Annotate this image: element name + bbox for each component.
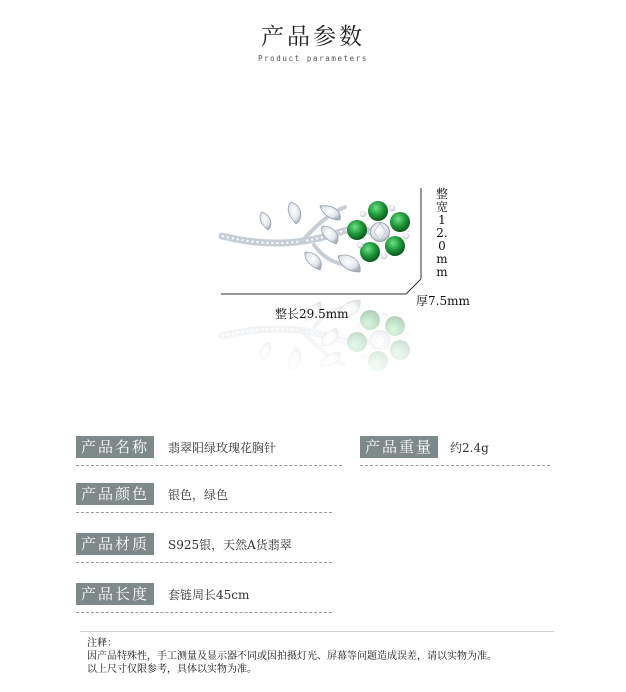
divider — [76, 562, 332, 563]
page-title: 产品参数 — [261, 24, 365, 50]
spec-color-label: 产品颜色 — [76, 483, 154, 505]
spec-color-row — [76, 483, 332, 509]
spec-weight-label: 产品重量 — [360, 436, 438, 458]
spec-weight-row — [360, 436, 550, 462]
notes-section — [87, 637, 497, 676]
page-subtitle: Product parameters — [257, 54, 369, 63]
notes-divider — [80, 631, 554, 632]
spec-name-label: 产品名称 — [76, 436, 154, 458]
spec-name-row — [76, 436, 342, 462]
spec-length-value: 套链周长45cm — [168, 588, 250, 602]
height-dimension-label: 整宽12.0mm — [435, 187, 448, 279]
spec-length-label: 产品长度 — [76, 583, 154, 605]
divider — [360, 465, 550, 466]
length-dimension-label: 整长29.5mm — [275, 307, 349, 321]
divider — [76, 465, 342, 466]
spec-weight-value: 约2.4g — [450, 441, 489, 455]
notes-heading: 注释： — [87, 638, 117, 649]
spec-color-value: 银色，绿色 — [168, 488, 229, 502]
thickness-dimension-label: 厚7.5mm — [416, 294, 470, 308]
divider — [76, 612, 332, 613]
spec-material-row — [76, 533, 332, 559]
spec-material-value: S925银，天然A货翡翠 — [168, 538, 292, 552]
divider — [76, 512, 332, 513]
spec-name-value: 翡翠阳绿玫瑰花胸针 — [168, 441, 277, 455]
notes-line-1: 因产品特殊性，手工测量及显示器不同或因拍摄灯光、屏幕等问题造成误差，请以实物为准。 — [87, 651, 497, 662]
spec-material-label: 产品材质 — [76, 533, 154, 555]
spec-length-row — [76, 583, 332, 609]
notes-line-2: 以上尺寸仅限参考，具体以实物为准。 — [87, 664, 257, 675]
